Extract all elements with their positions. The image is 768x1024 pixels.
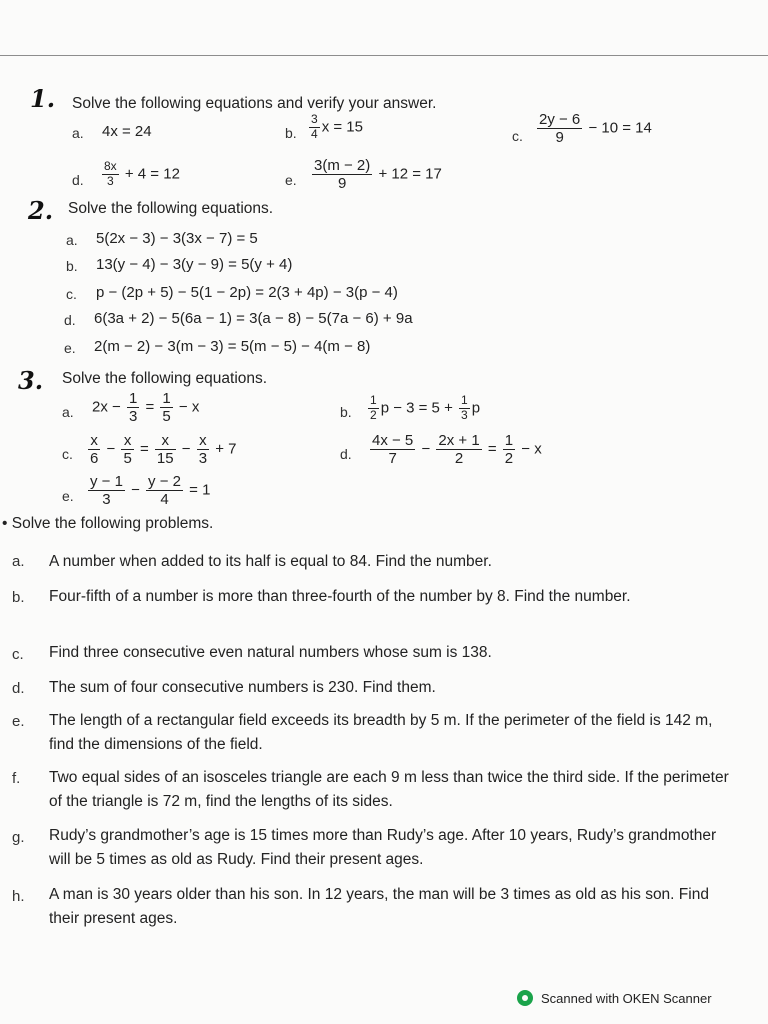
s1-e-label: e. <box>285 172 297 188</box>
top-rule <box>0 55 768 56</box>
fraction: $\frac{1}{2}$ <box>504 432 514 468</box>
s2-a-equation: 5(2x − 3) − 3(3x − 7) = 5 <box>96 230 258 247</box>
fraction: $\frac{4x - 5}{7}$ <box>372 432 414 468</box>
fraction: $\frac{x}{3}$ <box>198 432 208 468</box>
s3-c-equation: $\frac{x}{6}$ − $\frac{x}{5}$ = $\frac{x}{15}$ − $\frac{x}{3}$ + 7 <box>90 432 237 468</box>
s1-d-equation: $\frac{8x}{3}$ + 4 = 12 <box>104 159 180 188</box>
problem-a-text: A number when added to its half is equal to 84. Find the number. <box>49 553 492 570</box>
problem-d-label: d. <box>12 680 25 697</box>
s1-d-label: d. <box>72 172 84 188</box>
scanner-logo-icon <box>517 990 533 1006</box>
s3-d-label: d. <box>340 446 352 462</box>
s1-b-label: b. <box>285 125 297 141</box>
s2-e-label: e. <box>64 340 76 356</box>
s2-b-equation: 13(y − 4) − 3(y − 9) = 5(y + 4) <box>96 256 293 273</box>
problem-a-label: a. <box>12 553 25 570</box>
fraction: $\frac{1}{3}$ <box>128 390 138 426</box>
s2-d-label: d. <box>64 312 76 328</box>
scanner-watermark <box>517 990 712 1006</box>
fraction: $\frac{2y - 6}{9}$ <box>539 111 581 147</box>
s1-b-equation: $\frac{3}{4}$ x = 15 <box>311 112 363 141</box>
section-3-heading: Solve the following equations. <box>62 370 268 387</box>
section-1-heading: Solve the following equations and verify your answer. <box>72 95 437 112</box>
s2-c-label: c. <box>66 286 77 302</box>
fraction: $\frac{3}{4}$ <box>311 112 318 141</box>
section-1-number: 1. <box>30 84 56 113</box>
problem-g-text: Rudy’s grandmother’s age is 15 times more than Rudy’s age. After 10 years, Rudy’s grandmother will be 5 times as old as Rudy. Find their present ages. <box>49 827 717 868</box>
s3-a-label: a. <box>62 404 74 420</box>
fraction: $\frac{1}{5}$ <box>162 390 171 426</box>
s1-c-equation: $\frac{2y - 6}{9}$ − 10 = 14 <box>539 111 652 147</box>
fraction: $\frac{x}{6}$ <box>90 432 99 468</box>
scanner-label: Scanned with OKEN Scanner <box>541 990 712 1006</box>
problem-e-label: e. <box>12 713 25 730</box>
fraction: $\frac{1}{2}$ <box>370 393 377 422</box>
fraction: $\frac{x}{15}$ <box>156 432 174 468</box>
problem-h-text: A man is 30 years older than his son. In 12 years, the man will be 3 times as old as his son. Find their present ages. <box>49 886 709 927</box>
problem-b-label: b. <box>12 589 25 606</box>
s2-b-label: b. <box>66 258 78 274</box>
s1-a-equation: 4x = 24 <box>102 123 152 140</box>
s3-b-label: b. <box>340 404 352 420</box>
problem-f-label: f. <box>12 770 21 787</box>
fraction: $\frac{y - 2}{4}$ <box>148 473 181 509</box>
section-4-heading: • Solve the following problems. <box>2 515 214 532</box>
s3-a-equation: 2x − $\frac{1}{3}$ = $\frac{1}{5}$ − x <box>92 390 200 426</box>
fraction: $\frac{x}{5}$ <box>123 432 132 468</box>
s3-e-label: e. <box>62 488 74 504</box>
s2-c-equation: p − (2p + 5) − 5(1 − 2p) = 2(3 + 4p) − 3(p − 4) <box>96 284 398 301</box>
section-2-number: 2. <box>28 196 54 225</box>
fraction: $\frac{y - 1}{3}$ <box>90 473 123 509</box>
section-2-heading: Solve the following equations. <box>68 200 274 217</box>
problem-c-label: c. <box>12 646 24 663</box>
problem-g-label: g. <box>12 829 25 846</box>
problem-f-text: Two equal sides of an isosceles triangle are each 9 m less than twice the third side. If the perimeter of the triangle is 72 m, find the lengths of its sides. <box>49 769 729 810</box>
s1-a-label: a. <box>72 125 84 141</box>
fraction: $\frac{3(m - 2)}{9}$ <box>314 157 371 193</box>
problem-b-text: Four-fifth of a number is more than three-fourth of the number by 8. Find the number. <box>49 588 631 605</box>
problem-h-label: h. <box>12 888 25 905</box>
s1-c-label: c. <box>512 128 523 144</box>
s2-d-equation: 6(3a + 2) − 5(6a − 1) = 3(a − 8) − 5(7a − 6) + 9a <box>94 310 413 327</box>
s3-d-equation: $\frac{4x - 5}{7}$ − $\frac{2x + 1}{2}$ = $\frac{1}{2}$ − x <box>372 432 542 468</box>
s1-e-equation: $\frac{3(m - 2)}{9}$ + 12 = 17 <box>314 157 442 193</box>
fraction: $\frac{2x + 1}{2}$ <box>438 432 480 468</box>
problem-e-text: The length of a rectangular field exceeds its breadth by 5 m. If the perimeter of the field is 142 m, find the dimensions of the field. <box>49 712 713 753</box>
problem-d-text: The sum of four consecutive numbers is 230. Find them. <box>49 679 436 696</box>
s3-e-equation: $\frac{y - 1}{3}$ − $\frac{y - 2}{4}$ = 1 <box>90 473 211 509</box>
s3-c-label: c. <box>62 446 73 462</box>
s3-b-equation: $\frac{1}{2}$ p − 3 = 5 + $\frac{1}{3}$ p <box>370 393 481 422</box>
bullet: • <box>2 515 8 532</box>
s2-e-equation: 2(m − 2) − 3(m − 3) = 5(m − 5) − 4(m − 8) <box>94 338 371 355</box>
problem-c-text: Find three consecutive even natural numbers whose sum is 138. <box>49 644 492 661</box>
s2-a-label: a. <box>66 232 78 248</box>
section-3-number: 3. <box>18 366 44 395</box>
fraction: $\frac{1}{3}$ <box>461 393 468 422</box>
fraction: $\frac{8x}{3}$ <box>104 159 117 188</box>
